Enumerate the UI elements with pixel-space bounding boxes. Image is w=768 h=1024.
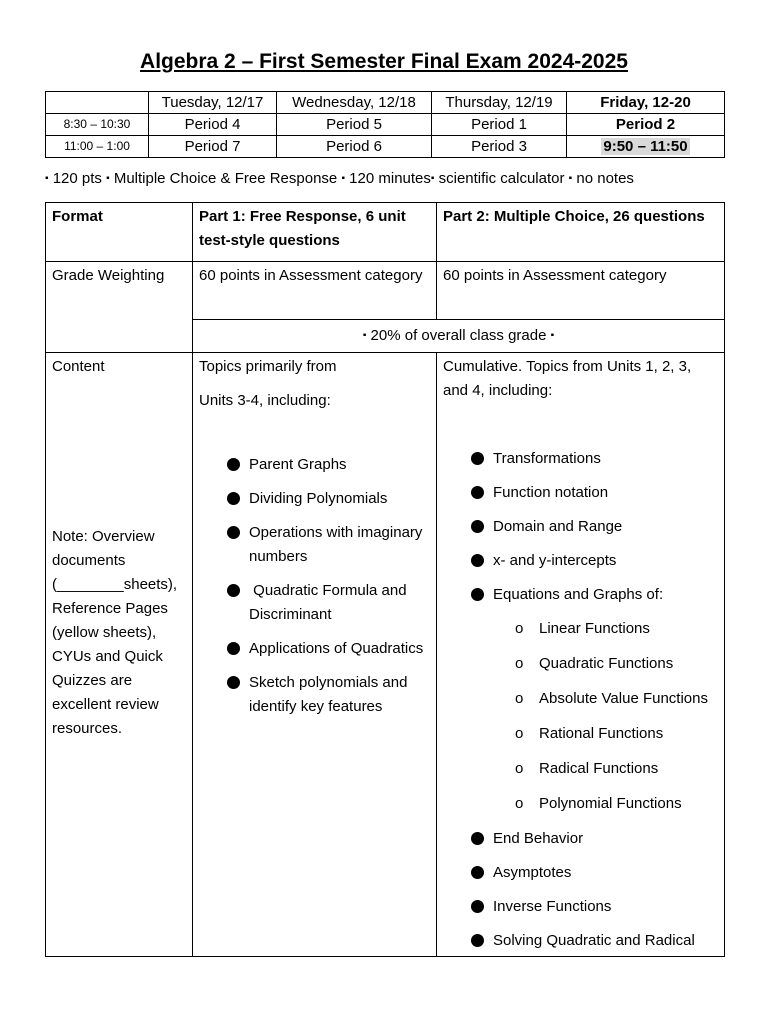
grading-part2: 60 points in Assessment category (437, 262, 725, 320)
schedule-day-wednesday: Wednesday, 12/18 (277, 92, 432, 114)
list-item (199, 671, 430, 719)
info-item: Multiple Choice & Free Response (113, 170, 338, 187)
bullet-icon (471, 520, 484, 533)
info-bullet: ▪ (568, 173, 573, 184)
part1-topic-list (199, 453, 430, 719)
bullet-icon (471, 588, 484, 601)
topic-text: Solving Quadratic and Radical (493, 932, 695, 949)
topic-text: Applications of Quadratics (249, 640, 424, 657)
topic-text: Transformations (493, 450, 601, 467)
list-item (443, 481, 718, 505)
content-label-cell (46, 353, 193, 957)
part1-intro: Topics primarily from (199, 358, 337, 375)
info-item: no notes (576, 170, 634, 187)
content-label: Content (52, 358, 105, 375)
schedule-corner-cell (46, 92, 149, 114)
part2-intro: Cumulative. Topics from Units 1, 2, 3, and 4, including: (443, 358, 692, 399)
subtopic-text: Linear Functions (539, 620, 650, 637)
list-item (443, 757, 718, 781)
content-row (46, 353, 725, 957)
list-item (443, 895, 718, 919)
bullet-icon (471, 486, 484, 499)
topic-text: Equations and Graphs of: (493, 586, 664, 603)
overall-grade-cell (193, 320, 725, 353)
part1-intro: Units 3-4, including: (199, 392, 331, 409)
topic-text: Asymptotes (493, 864, 572, 881)
schedule-cell: Period 4 (149, 114, 277, 136)
schedule-cell: Period 3 (432, 136, 567, 158)
topic-text: Dividing Polynomials (249, 490, 388, 507)
info-bullet: ▪ (430, 173, 435, 184)
topic-text: Function notation (493, 484, 609, 501)
schedule-time: 8:30 – 10:30 (46, 114, 149, 136)
list-item (443, 617, 718, 641)
subtopic-text: Radical Functions (539, 760, 659, 777)
list-item (443, 929, 718, 953)
bullet-icon (227, 492, 240, 505)
exam-details-table (45, 202, 725, 957)
overall-bullet: ▪ (550, 330, 555, 341)
schedule-day-tuesday: Tuesday, 12/17 (149, 92, 277, 114)
list-item (199, 521, 430, 569)
list-item (443, 652, 718, 676)
info-bullet: ▪ (45, 173, 49, 184)
part2-subtopic-list (443, 617, 718, 816)
schedule-friday-time-cell (567, 136, 725, 158)
schedule-day-thursday: Thursday, 12/19 (432, 92, 567, 114)
exam-info-line (45, 170, 745, 187)
circle-bullet-icon: o (515, 690, 524, 707)
bullet-icon (227, 526, 240, 539)
topic-text: End Behavior (493, 830, 584, 847)
list-item (199, 579, 430, 627)
part2-topic-list (443, 447, 718, 607)
subtopic-text: Quadratic Functions (539, 655, 674, 672)
info-item: scientific calculator (438, 170, 565, 187)
list-item (443, 861, 718, 885)
schedule-row (46, 136, 725, 158)
format-part1: Part 1: Free Response, 6 unit test-style questions (193, 203, 437, 262)
part1-topics-cell (193, 353, 437, 957)
circle-bullet-icon: o (515, 620, 524, 637)
list-item (443, 515, 718, 539)
part2-topics-cell (437, 353, 725, 957)
part2-topic-list-continued (443, 827, 718, 953)
bullet-icon (471, 900, 484, 913)
schedule-friday-time: 9:50 – 11:50 (603, 138, 688, 155)
topic-text: Operations with imaginary numbers (249, 524, 423, 565)
subtopic-text: Rational Functions (539, 725, 664, 742)
subtopic-text: Absolute Value Functions (539, 690, 708, 707)
bullet-icon (227, 584, 240, 597)
circle-bullet-icon: o (515, 760, 524, 777)
schedule-row (46, 114, 725, 136)
list-item (443, 792, 718, 816)
list-item (443, 687, 718, 711)
topic-text: Sketch polynomials and identify key features (249, 674, 408, 715)
list-item (199, 453, 430, 477)
grading-label: Grade Weighting (46, 262, 193, 353)
schedule-cell: Period 6 (277, 136, 432, 158)
list-item (443, 722, 718, 746)
info-item: 120 pts (52, 170, 102, 187)
bullet-icon (227, 458, 240, 471)
schedule-day-friday: Friday, 12-20 (567, 92, 725, 114)
info-bullet: ▪ (106, 173, 110, 184)
review-note: Note: Overview documents (________sheets), Reference Pages (yellow sheets), CYUs and Quick Quizzes are excellent review resources. (52, 528, 178, 737)
bullet-icon (471, 866, 484, 879)
info-bullet: ▪ (341, 173, 345, 184)
info-item: 120 minutes (349, 170, 431, 187)
circle-bullet-icon: o (515, 795, 524, 812)
list-item (199, 637, 430, 661)
overall-bullet: ▪ (362, 330, 367, 341)
schedule-friday-period: Period 2 (567, 114, 725, 136)
bullet-icon (471, 832, 484, 845)
grading-row (46, 262, 725, 320)
format-label: Format (46, 203, 193, 262)
bullet-icon (471, 452, 484, 465)
topic-text: x- and y-intercepts (493, 552, 617, 569)
schedule-cell: Period 5 (277, 114, 432, 136)
schedule-table (45, 91, 725, 158)
overall-grade: 20% of overall class grade (370, 327, 547, 344)
list-item (443, 549, 718, 573)
bullet-icon (227, 642, 240, 655)
circle-bullet-icon: o (515, 725, 524, 742)
format-part2: Part 2: Multiple Choice, 26 questions (437, 203, 725, 262)
format-row (46, 203, 725, 262)
topic-text: Parent Graphs (249, 456, 347, 473)
topic-text: Domain and Range (493, 518, 623, 535)
topic-text: Inverse Functions (493, 898, 612, 915)
circle-bullet-icon: o (515, 655, 524, 672)
grading-part1: 60 points in Assessment category (193, 262, 437, 320)
list-item (443, 827, 718, 851)
page-title: Algebra 2 – First Semester Final Exam 2024-2025 (140, 50, 628, 73)
bullet-icon (471, 554, 484, 567)
schedule-cell: Period 7 (149, 136, 277, 158)
schedule-cell: Period 1 (432, 114, 567, 136)
topic-text: Quadratic Formula and Discriminant (249, 582, 411, 623)
subtopic-text: Polynomial Functions (539, 795, 682, 812)
bullet-icon (471, 934, 484, 947)
list-item (199, 487, 430, 511)
schedule-time: 11:00 – 1:00 (46, 136, 149, 158)
list-item (443, 583, 718, 607)
bullet-icon (227, 676, 240, 689)
schedule-header-row (46, 92, 725, 114)
list-item (443, 447, 718, 471)
